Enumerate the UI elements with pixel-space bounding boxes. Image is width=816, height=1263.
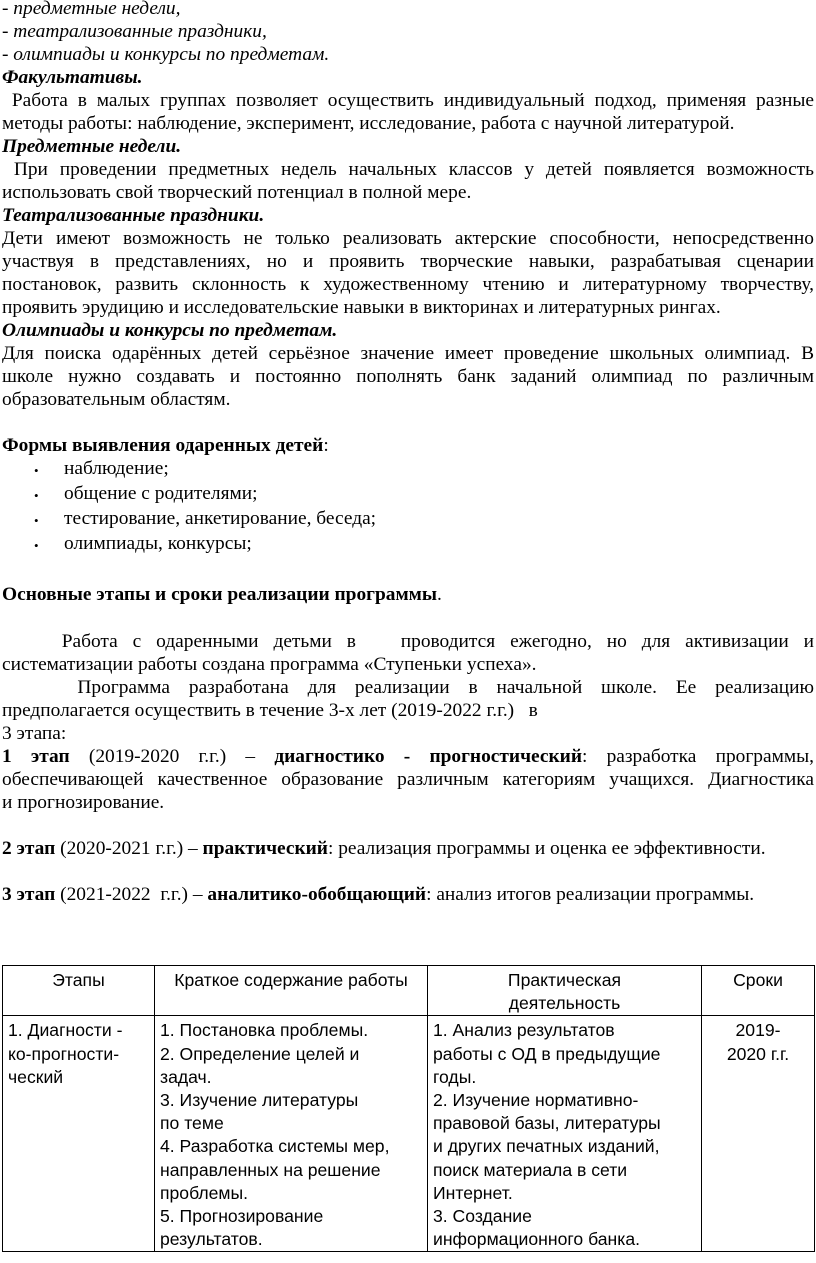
cell-content	[155, 1016, 428, 1252]
paragraph-line: систематизации работы создана программа «Ступеньки успеха».	[2, 654, 537, 675]
cell-text: 1. Постановка проблемы.	[160, 1020, 369, 1041]
bullet-icon: •	[34, 513, 39, 528]
bullet-item: наблюдение;	[64, 458, 169, 479]
bullet-icon: •	[34, 488, 39, 503]
paragraph-line: обеспечивающей качественное образование различным категориям учащихся. Диагностика	[2, 769, 814, 790]
paragraph-line: участвуя в представлениях, но и проявить творческие навыки, разрабатывая сценарии	[2, 251, 814, 272]
stage-2-line	[2, 837, 766, 860]
paragraph-line: постановок, развить склонность к художественному чтению и литературному творчеству,	[2, 274, 814, 295]
cell-text: направленных на решение	[160, 1159, 381, 1180]
cell-text: 1. Диагности -	[8, 1020, 123, 1041]
cell-text: задач.	[160, 1066, 212, 1087]
table-header-row	[3, 966, 815, 1016]
forms-heading-text: Формы выявления одаренных детей	[2, 435, 324, 456]
cell-text: 2020 г.г.	[726, 1043, 790, 1064]
paragraph-line: предполагается осуществить в течение 3-х лет (2019-2022 г.г.) в	[2, 700, 538, 721]
paragraph-line: использовать свой творческий потенциал в полной мере.	[2, 182, 472, 203]
header-text: Сроки	[733, 970, 783, 990]
stages-heading	[2, 583, 442, 606]
cell-text: по теме	[160, 1113, 224, 1134]
bullet-item: олимпиады, конкурсы;	[64, 533, 252, 554]
bullet-icon: •	[34, 463, 39, 478]
stage-1-name: диагностико - прогностический	[274, 746, 582, 767]
section-heading: Предметные недели.	[2, 136, 182, 157]
stage-1-rest: : разработка программы,	[582, 746, 815, 767]
cell-text: 2. Изучение нормативно-	[433, 1090, 639, 1111]
cell-stage	[3, 1016, 155, 1252]
cell-text: проблемы.	[160, 1182, 249, 1203]
stages-table	[2, 965, 815, 1252]
cell-text: 1. Анализ результатов	[433, 1020, 615, 1041]
stage-1-years: (2019-2020 г.г.) –	[69, 746, 275, 767]
cell-text: 2019-	[735, 1020, 781, 1041]
paragraph-line: школе нужно создавать и постоянно пополнять банк заданий олимпиад по различным	[2, 366, 814, 387]
forms-heading	[2, 434, 329, 457]
stage-3-line	[2, 883, 754, 906]
cell-text: информационного банка.	[433, 1229, 641, 1250]
cell-text: Интернет.	[433, 1182, 513, 1203]
forms-heading-suffix: :	[323, 435, 329, 456]
cell-text: ческий	[8, 1066, 64, 1087]
list-item: - предметные недели,	[2, 0, 181, 19]
cell-text: годы.	[433, 1066, 477, 1087]
bullet-item: тестирование, анкетирование, беседа;	[64, 508, 377, 529]
paragraph-line: Программа разработана для реализации в начальной школе. Ее реализацию	[2, 677, 814, 698]
paragraph-line: Дети имеют возможность не только реализовать актерские способности, непосредственно	[2, 228, 814, 249]
stage-3-label: 3 этап	[2, 884, 56, 905]
stages-heading-text: Основные этапы и сроки реализации программы	[2, 584, 438, 605]
stage-3-years: (2021-2022 г.г.) –	[55, 884, 208, 905]
paragraph-line: проявить эрудицию и исследовательские навыки в викторинах и литературных рингах.	[2, 297, 721, 318]
stage-1-label: 1 этап	[2, 746, 70, 767]
section-heading: Театрализованные праздники.	[2, 205, 265, 226]
cell-text: поиск материала в сети	[433, 1159, 628, 1180]
cell-text: 4. Разработка системы мер,	[160, 1136, 390, 1157]
paragraph-line: методы работы: наблюдение, эксперимент, исследование, работа с научной литературой.	[2, 113, 735, 134]
table-row	[3, 1016, 815, 1252]
header-stages	[3, 966, 155, 1016]
stage-3-rest: : анализ итогов реализации программы.	[426, 884, 755, 905]
paragraph-line: Работа в малых группах позволяет осуществить индивидуальный подход, применяя разные	[2, 90, 814, 111]
cell-text: 3. Создание	[433, 1206, 532, 1227]
section-heading: Факультативы.	[2, 67, 143, 88]
stages-heading-suffix: .	[437, 584, 442, 605]
list-item: - олимпиады и конкурсы по предметам.	[2, 44, 330, 65]
stage-2-name: практический	[202, 838, 328, 859]
cell-practice	[428, 1016, 702, 1252]
bullet-icon: •	[34, 538, 39, 553]
stage-2-rest: : реализация программы и оценка ее эффективности.	[327, 838, 766, 859]
header-dates	[702, 966, 815, 1016]
paragraph-line: При проведении предметных недель начальных классов у детей появляется возможность	[2, 159, 814, 180]
stage-3-name: аналитико-обобщающий	[207, 884, 427, 905]
cell-text: и других печатных изданий,	[433, 1136, 660, 1157]
cell-text: 2. Определение целей и	[160, 1043, 360, 1064]
stage-2-label: 2 этап	[2, 838, 56, 859]
header-text: Краткое содержание работы	[174, 970, 408, 990]
cell-text: результатов.	[160, 1229, 263, 1250]
paragraph-line: и прогнозирование.	[2, 792, 165, 813]
cell-dates	[702, 1016, 815, 1252]
header-text: деятельность	[508, 993, 621, 1014]
list-item: - театрализованные праздники,	[2, 21, 267, 42]
stage-2-years: (2020-2021 г.г.) –	[55, 838, 203, 859]
cell-text: ко-прогности-	[8, 1043, 120, 1064]
paragraph-line: Работа с одаренными детьми в проводится ежегодно, но для активизации и	[2, 631, 814, 652]
cell-text: 3. Изучение литературы	[160, 1090, 359, 1111]
header-text: Практическая	[507, 970, 622, 990]
header-content	[155, 966, 428, 1016]
paragraph-line: 3 этапа:	[2, 723, 67, 744]
cell-text: 5. Прогнозирование	[160, 1206, 324, 1227]
cell-text: правовой базы, литературы	[433, 1113, 661, 1134]
header-text: Этапы	[52, 970, 105, 990]
stage-1-line	[2, 745, 814, 768]
paragraph-line: образовательным областям.	[2, 389, 231, 410]
paragraph-line: Для поиска одарённых детей серьёзное значение имеет проведение школьных олимпиад. В	[2, 343, 814, 364]
bullet-item: общение с родителями;	[64, 483, 258, 504]
cell-text: работы с ОД в предыдущие	[433, 1043, 661, 1064]
header-practice	[428, 966, 702, 1016]
section-heading: Олимпиады и конкурсы по предметам.	[2, 320, 338, 341]
